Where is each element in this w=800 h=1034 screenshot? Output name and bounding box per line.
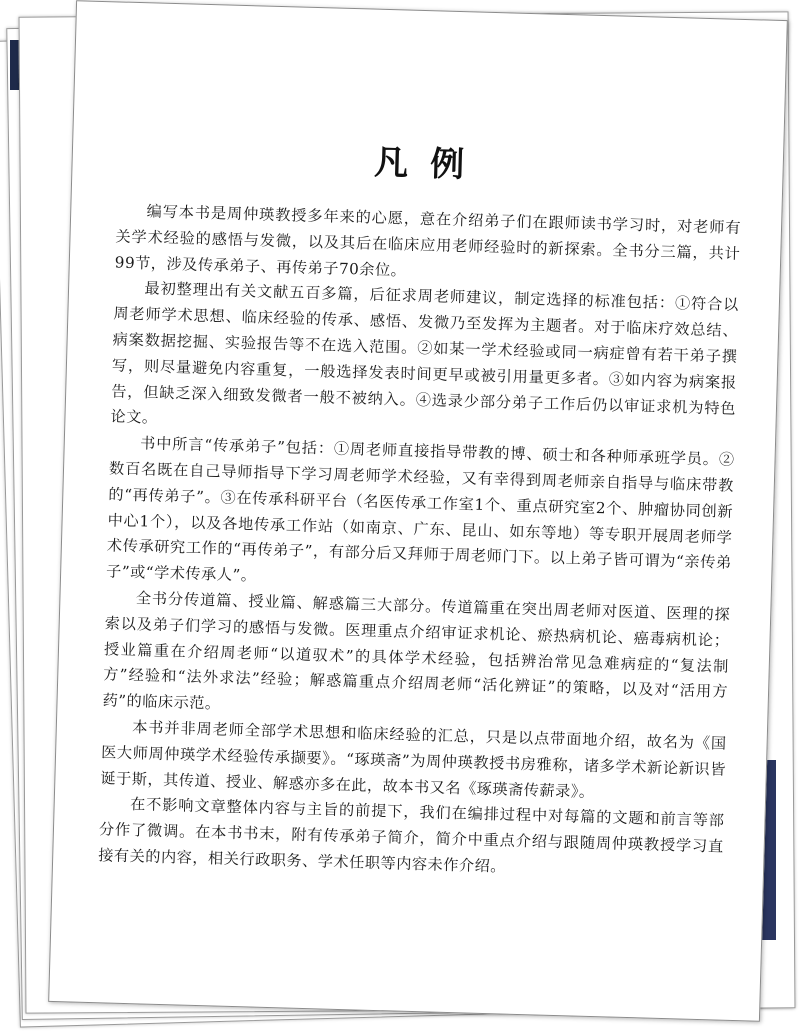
paragraph: 编写本书是周仲瑛教授多年来的心愿，意在介绍弟子们在跟师读书学习时，对老师有关学术经验的感悟与发微，以及其后在临床应用老师经验时的新探索。全书分三篇，共计99节，涉及传承弟子、再传弟子70余位。: [114, 202, 742, 280]
paragraph: 在不影响文章整体内容与主旨的前提下，我们在编排过程中对每篇的文题和前言等部分作了微调。在本书书末，附有传承弟子简介，简介中重点介绍与跟随周仲瑛教授学习直接有关的内容，相关行政职务、学术任职等内容未作介绍。: [98, 795, 725, 876]
paragraph: 最初整理出有关文献五百多篇，后征求周老师建议，制定选择的标准包括：①符合以周老师学术思想、临床经验的传承、感悟、发微乃至发挥为主题者。对于临床疗效总结、病案数据挖掘、实验报告等不在选入范围。②如某一学术经验或同一病症曾有若干弟子撰写，则尽量避免内容重复，一般选择发表时间更早或被引用量更多者。③如内容为病案报告，但缺乏深入细致发微者一般不被纳入。④选录少部分弟子工作后仍以审证求机为特色论文。: [110, 279, 740, 428]
page-content: [98, 127, 743, 886]
paragraph: 全书分传道篇、授业篇、解惑篇三大部分。传道篇重在突出周老师对医道、医理的探索以及弟子们学习的感悟与发微。医理重点介绍审证求机论、瘀热病机论、癌毒病机论；授业篇重在介绍周老师“以道驭术”的具体学术经验，包括辨治常见急难病症的“复法制方”经验和“法外求法”经验；解惑篇重点介绍周老师“活化辨证”的策略，以及对“活用方药”的临床示范。: [102, 589, 731, 713]
document-page: [48, 0, 788, 1021]
paragraph: 书中所言“传承弟子”包括：①周老师直接指导带教的博、硕士和各种师承班学员。②数百名既在自己导师指导下学习周老师学术经验，又有幸得到周老师亲自指导与临床带教的“再传弟子”。③在传承科研平台（名医传承工作室1个、重点研究室2个、肿瘤协同创新中心1个），以及各地传承工作站（如南京、广东、昆山、如东等地）等专职开展周老师学术传承研究工作的“再传弟子”，有部分后又拜师于周老师门下。以上弟子皆可谓为“亲传弟子”或“学术传承人”。: [105, 434, 735, 585]
page-title: 凡例: [373, 142, 487, 186]
paragraph: 本书并非周老师全部学术思想和临床经验的汇总，只是以点带面地介绍，故名为《国医大师周仲瑛学术经验传承撷要》。“琢瑛斋”为周仲瑛教授书房雅称，诸多学术新论新识皆诞于斯，其传道、授业、解惑亦多在此，故本书又名《琢瑛斋传薪录》。: [100, 718, 727, 801]
